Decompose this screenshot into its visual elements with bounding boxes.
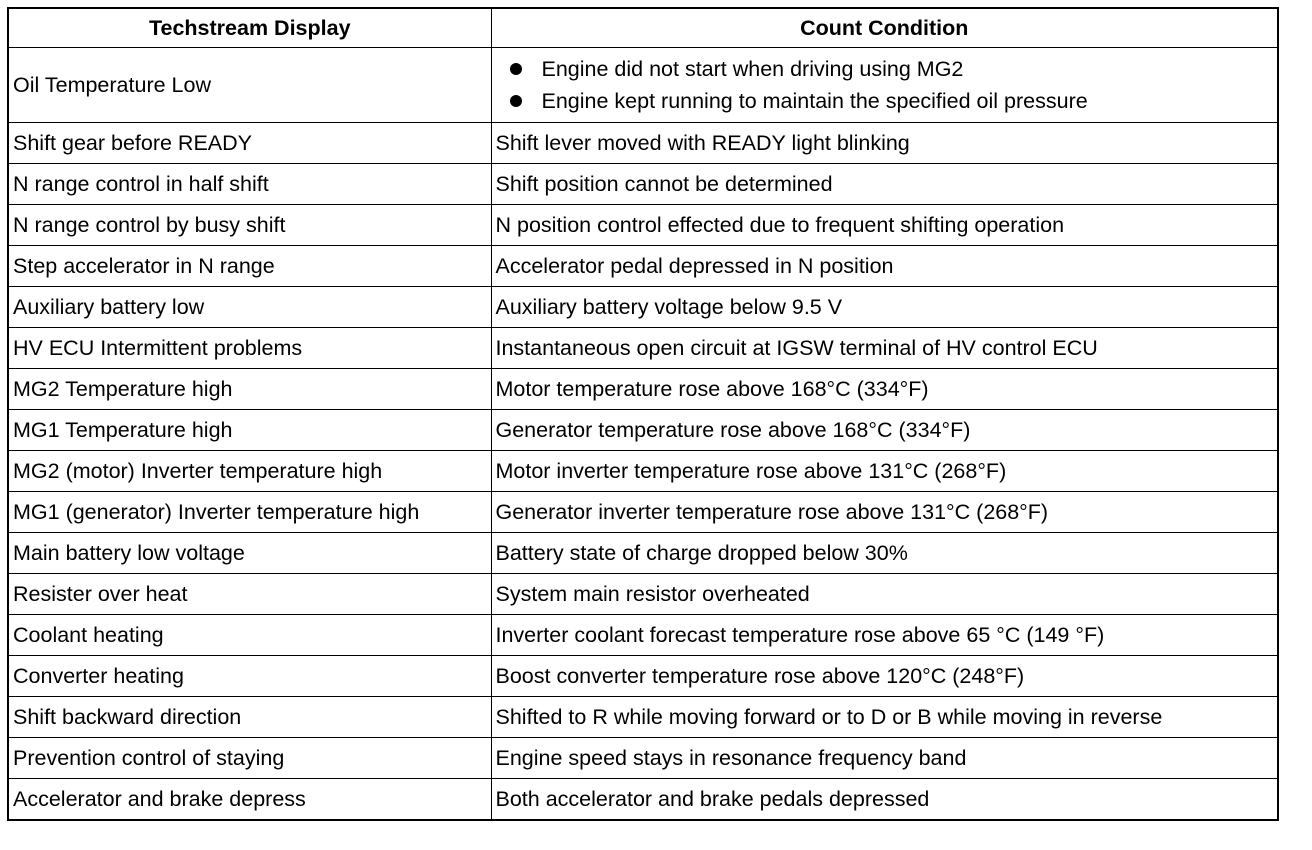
- table-row: [8, 205, 1278, 246]
- condition-text: Engine did not start when driving using MG2: [541, 57, 964, 81]
- display-cell: Coolant heating: [8, 615, 491, 656]
- display-cell: Auxiliary battery low: [8, 287, 491, 328]
- count-condition-table: [7, 7, 1279, 821]
- table-row: [8, 697, 1278, 738]
- table-row: [8, 533, 1278, 574]
- condition-cell: Auxiliary battery voltage below 9.5 V: [491, 287, 1278, 328]
- table-row: [8, 615, 1278, 656]
- header-techstream-display: Techstream Display: [8, 8, 491, 48]
- condition-cell: Generator temperature rose above 168°C (334°F): [491, 410, 1278, 451]
- condition-cell: Battery state of charge dropped below 30%: [491, 533, 1278, 574]
- condition-cell: [491, 48, 1278, 123]
- table-row: [8, 328, 1278, 369]
- table-row: [8, 123, 1278, 164]
- display-cell: MG1 (generator) Inverter temperature high: [8, 492, 491, 533]
- list-item: [510, 53, 1274, 85]
- display-cell: Resister over heat: [8, 574, 491, 615]
- table-row: [8, 410, 1278, 451]
- condition-text: Engine kept running to maintain the specified oil pressure: [541, 89, 1088, 113]
- condition-cell: Shift lever moved with READY light blinking: [491, 123, 1278, 164]
- table-row: [8, 451, 1278, 492]
- bullet-icon: [510, 63, 522, 75]
- condition-cell: Shift position cannot be determined: [491, 164, 1278, 205]
- table-row: [8, 164, 1278, 205]
- condition-cell: Motor temperature rose above 168°C (334°F): [491, 369, 1278, 410]
- table-row: [8, 48, 1278, 123]
- table-row: [8, 656, 1278, 697]
- condition-cell: Engine speed stays in resonance frequency band: [491, 738, 1278, 779]
- table-row: [8, 738, 1278, 779]
- table-row: [8, 779, 1278, 821]
- table-row: [8, 574, 1278, 615]
- condition-cell: Generator inverter temperature rose above 131°C (268°F): [491, 492, 1278, 533]
- condition-cell: Both accelerator and brake pedals depressed: [491, 779, 1278, 821]
- condition-cell: Shifted to R while moving forward or to D or B while moving in reverse: [491, 697, 1278, 738]
- table-row: [8, 246, 1278, 287]
- condition-bullet-list: [496, 53, 1274, 117]
- condition-cell: Instantaneous open circuit at IGSW terminal of HV control ECU: [491, 328, 1278, 369]
- list-item: [510, 85, 1274, 117]
- display-cell: Shift backward direction: [8, 697, 491, 738]
- condition-cell: N position control effected due to frequent shifting operation: [491, 205, 1278, 246]
- display-cell: Oil Temperature Low: [8, 48, 491, 123]
- display-cell: N range control by busy shift: [8, 205, 491, 246]
- condition-cell: Motor inverter temperature rose above 131°C (268°F): [491, 451, 1278, 492]
- display-cell: MG2 Temperature high: [8, 369, 491, 410]
- table-row: [8, 369, 1278, 410]
- display-cell: MG1 Temperature high: [8, 410, 491, 451]
- display-cell: Prevention control of staying: [8, 738, 491, 779]
- display-cell: Main battery low voltage: [8, 533, 491, 574]
- display-cell: Accelerator and brake depress: [8, 779, 491, 821]
- table-row: [8, 287, 1278, 328]
- display-cell: HV ECU Intermittent problems: [8, 328, 491, 369]
- display-cell: N range control in half shift: [8, 164, 491, 205]
- header-count-condition: Count Condition: [491, 8, 1278, 48]
- display-cell: MG2 (motor) Inverter temperature high: [8, 451, 491, 492]
- bullet-icon: [510, 95, 522, 107]
- condition-cell: System main resistor overheated: [491, 574, 1278, 615]
- display-cell: Step accelerator in N range: [8, 246, 491, 287]
- table-row: [8, 492, 1278, 533]
- table-header-row: [8, 8, 1278, 48]
- condition-cell: Boost converter temperature rose above 120°C (248°F): [491, 656, 1278, 697]
- condition-cell: Accelerator pedal depressed in N position: [491, 246, 1278, 287]
- display-cell: Converter heating: [8, 656, 491, 697]
- condition-cell: Inverter coolant forecast temperature rose above 65 °C (149 °F): [491, 615, 1278, 656]
- display-cell: Shift gear before READY: [8, 123, 491, 164]
